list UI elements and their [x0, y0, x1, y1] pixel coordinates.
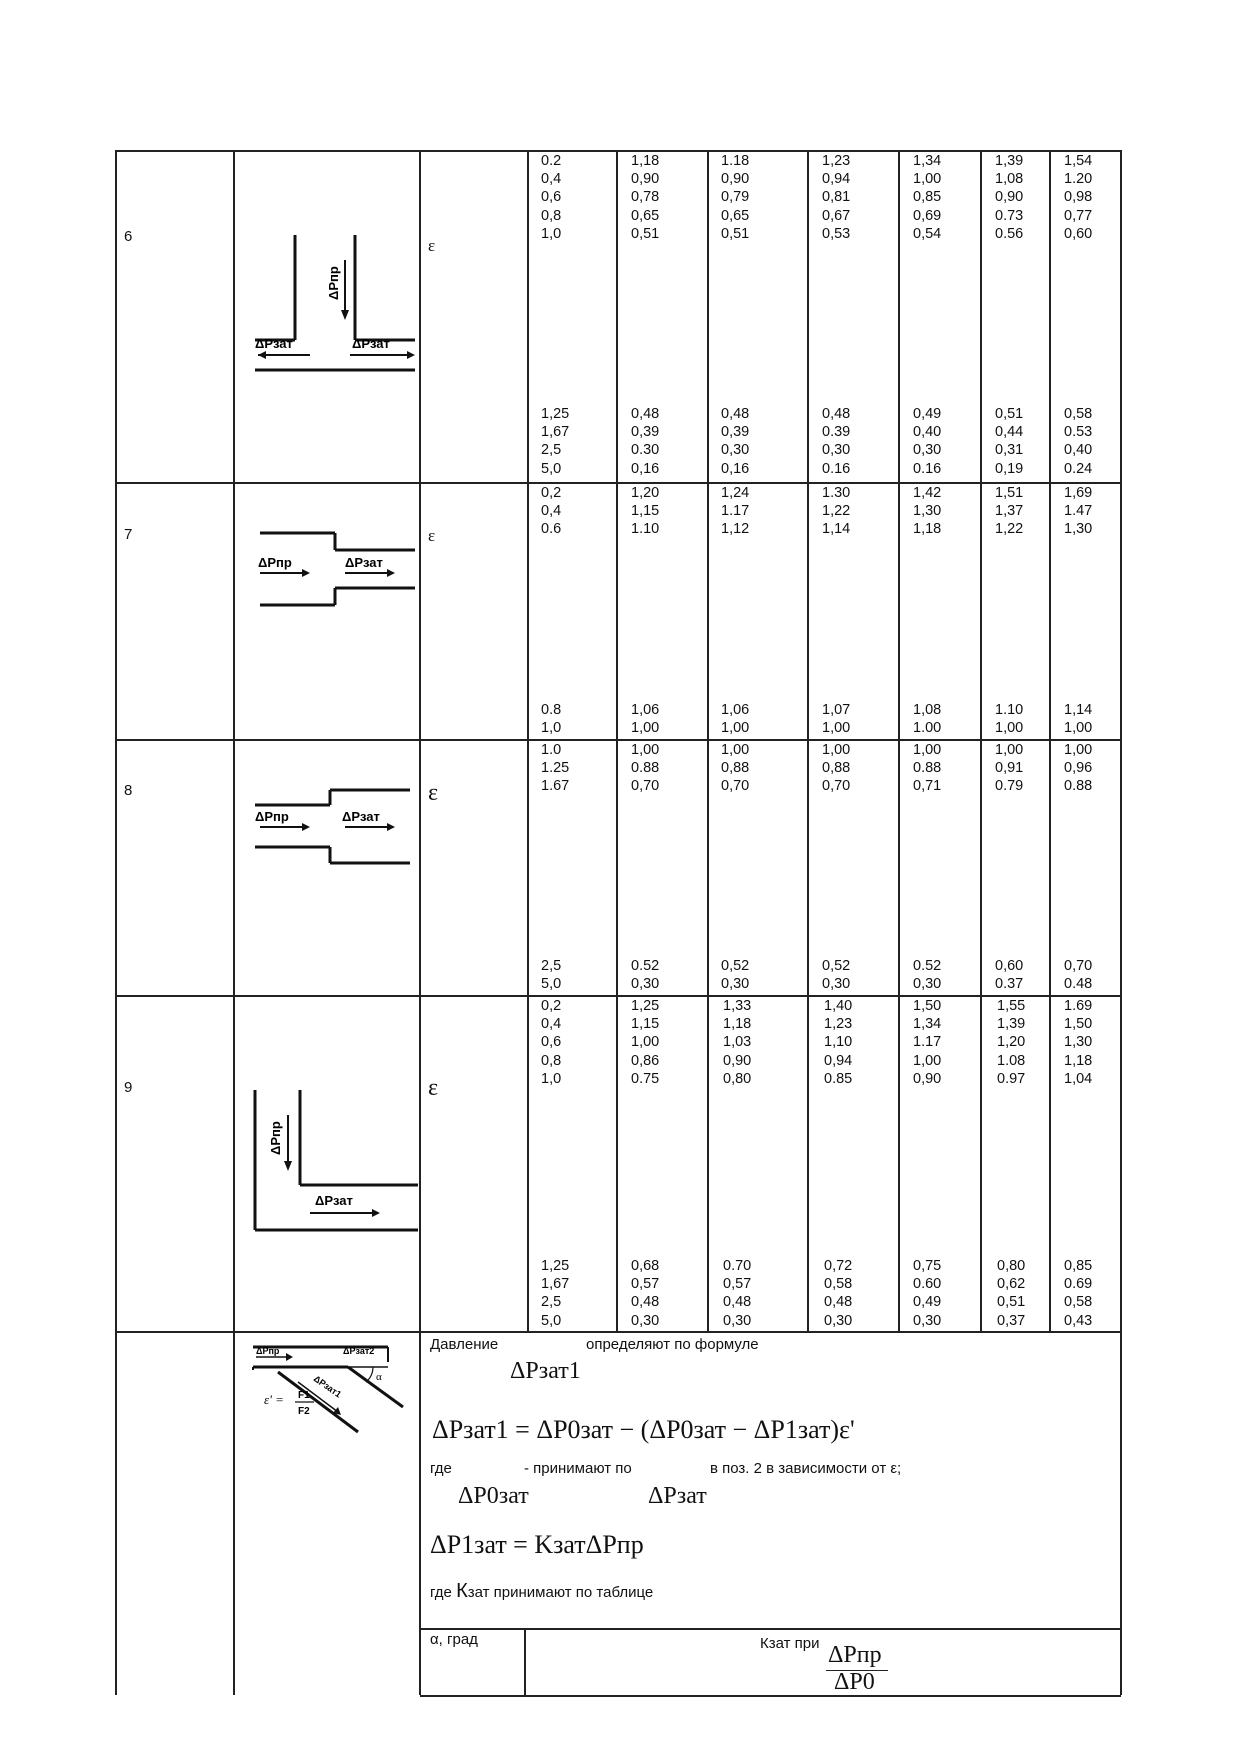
cell: 0,60 0.37	[995, 958, 1024, 993]
cell: 0,72 0,58 0,48 0,30	[824, 1258, 853, 1329]
cell: 0.2 0,4 0,6 0,8 1,0	[541, 153, 562, 242]
row-number: 9	[124, 1079, 133, 1096]
cell: 0,51 0,44 0,31 0,19	[995, 406, 1024, 477]
contraction-diagram	[250, 525, 420, 615]
cell: 1,24 1.17 1,12	[721, 485, 750, 538]
cell: 1.10 1,00	[995, 702, 1024, 737]
wye-branch-diagram	[248, 1342, 418, 1452]
cell: 0,52 0,30	[721, 958, 750, 993]
cell: 0,48 0.39 0,30 0.16	[822, 406, 851, 477]
formula-main: ΔPзат1 = ΔP0зат − (ΔP0зат − ΔP1зат)ε'	[432, 1415, 855, 1444]
cell: 1,18 0,90 0,78 0,65 0,51	[631, 153, 660, 242]
ratio-denominator: ΔP0	[834, 1669, 875, 1695]
cell: 0,52 0,30	[822, 958, 851, 993]
cell: 0,58 0.53 0,40 0.24	[1064, 406, 1093, 477]
cell: 1,25 1,15 1,00 0,86 0.75	[631, 998, 660, 1087]
cell: 0,80 0,62 0,51 0,37	[997, 1258, 1026, 1329]
cell: 0.8 1,0	[541, 702, 562, 737]
label-f1: F1	[298, 1390, 310, 1401]
cell: 0,68 0,57 0,48 0,30	[631, 1258, 660, 1329]
cell: 1.18 0,90 0,79 0,65 0,51	[721, 153, 750, 242]
cell: 1,39 1,08 0,90 0.73 0.56	[995, 153, 1024, 242]
label-dp-pr: ΔPпр	[326, 266, 341, 300]
k-note-text: зат принимают по таблице	[467, 1584, 654, 1601]
cell: 1,08 1.00	[913, 702, 942, 737]
cell: 1,25 1,67 2,5 5,0	[541, 406, 570, 477]
cell: 1,06 1,00	[631, 702, 660, 737]
expansion-diagram	[250, 785, 420, 870]
cell: 0.52 0,30	[913, 958, 942, 993]
header-alpha: α, град	[430, 1631, 478, 1648]
cell: 0,75 0.60 0,49 0,30	[913, 1258, 942, 1329]
cell: 0.52 0,30	[631, 958, 660, 993]
k-note	[430, 1580, 653, 1603]
cell: 1,20 1,15 1.10	[631, 485, 660, 538]
cell: 1,54 1.20 0,98 0,77 0,60	[1064, 153, 1093, 242]
cell: 1,34 1,00 0,85 0,69 0,54	[913, 153, 942, 242]
label-eps-prime: ε' =	[264, 1392, 284, 1407]
text-accept-by: - принимают по	[524, 1460, 632, 1477]
label-dp-zat1: ΔPзат1	[311, 1373, 344, 1400]
label-f2: F2	[298, 1406, 310, 1417]
row-number: 8	[124, 782, 133, 799]
text-where: где	[430, 1460, 452, 1477]
cell: 0.70 0,57 0,48 0,30	[723, 1258, 752, 1329]
cell: 1,00 0.88 0,70	[631, 742, 660, 795]
label-dp-zat: ΔPзат	[315, 1193, 353, 1208]
cell: 1,00 0.88 0,71	[913, 742, 942, 795]
label-dp-pr: ΔPпр	[256, 1346, 280, 1356]
label-dp-zat: ΔPзат	[342, 809, 380, 824]
symbol-dp-zat: ΔPзат	[648, 1483, 707, 1509]
elbow-diagram	[250, 1085, 420, 1235]
epsilon-symbol: ε	[428, 780, 439, 806]
label-dp-zat-right: ΔPзат	[352, 336, 390, 351]
text-pressure: Давление	[430, 1336, 499, 1353]
label-dp-zat2: ΔPзат2	[343, 1346, 375, 1356]
cell: 1.0 1.25 1.67	[541, 742, 570, 795]
cell: 0,48 0,39 0.30 0,16	[631, 406, 660, 477]
label-dp-zat-left: ΔPзат	[255, 336, 293, 351]
cell: 1,42 1,30 1,18	[913, 485, 942, 538]
cell: 1,51 1,37 1,22	[995, 485, 1024, 538]
formula-head: ΔPзат1	[510, 1358, 581, 1384]
ratio-numerator: ΔPпр	[828, 1642, 882, 1668]
row-number: 7	[124, 526, 133, 543]
cell: 1.69 1,50 1,30 1,18 1,04	[1064, 998, 1093, 1087]
label-dp-pr: ΔPпр	[258, 555, 292, 570]
label-dp-pr: ΔPпр	[255, 809, 289, 824]
cell: 1,25 1,67 2,5 5,0	[541, 1258, 570, 1329]
label-dp-pr: ΔPпр	[268, 1121, 283, 1155]
epsilon-symbol: ε	[428, 1075, 439, 1101]
cell: 1,50 1,34 1.17 1,00 0,90	[913, 998, 942, 1087]
header-kzat: Кзат при	[760, 1635, 820, 1652]
cell: 1,00 0,88 0,70	[721, 742, 750, 795]
cell: 0,2 0,4 0,6 0,8 1,0	[541, 998, 562, 1087]
cell: 1,69 1.47 1,30	[1064, 485, 1093, 538]
cell: 1,23 0,94 0,81 0,67 0,53	[822, 153, 851, 242]
cell: 1,40 1,23 1,10 0,94 0.85	[824, 998, 853, 1087]
cell: 1,14 1,00	[1064, 702, 1093, 737]
cell: 1,33 1,18 1,03 0,90 0,80	[723, 998, 752, 1087]
cell: 2,5 5,0	[541, 958, 562, 993]
epsilon-symbol: ε	[428, 526, 436, 545]
cell: 0,2 0,4 0.6	[541, 485, 562, 538]
cell: 1,00 0,88 0,70	[822, 742, 851, 795]
formula-k: ΔP1зат = KзатΔPпр	[430, 1530, 644, 1559]
text-pos2: в поз. 2 в зависимости от ε;	[710, 1460, 902, 1477]
cell: 1,07 1,00	[822, 702, 851, 737]
cell: 1.30 1,22 1,14	[822, 485, 851, 538]
cell: 0,48 0,39 0,30 0,16	[721, 406, 750, 477]
cell: 1,00 0,91 0.79	[995, 742, 1024, 795]
k-note-where: где	[430, 1584, 452, 1601]
cell: 0,85 0.69 0,58 0,43	[1064, 1258, 1093, 1329]
cell: 1,00 0,96 0.88	[1064, 742, 1093, 795]
cell: 1,06 1,00	[721, 702, 750, 737]
cell: 0,49 0,40 0,30 0.16	[913, 406, 942, 477]
row-number: 6	[124, 228, 133, 245]
label-alpha: α	[376, 1371, 382, 1383]
tee-branch-diagram	[250, 230, 420, 380]
cell: 0,70 0.48	[1064, 958, 1093, 993]
k-note-symbol: К	[456, 1580, 468, 1602]
cell: 1,55 1,39 1,20 1.08 0.97	[997, 998, 1026, 1087]
epsilon-symbol: ε	[428, 236, 436, 255]
label-dp-zat: ΔPзат	[345, 555, 383, 570]
text-formula-intro: определяют по формуле	[586, 1336, 759, 1353]
symbol-dp0-zat: ΔP0зат	[458, 1483, 529, 1509]
